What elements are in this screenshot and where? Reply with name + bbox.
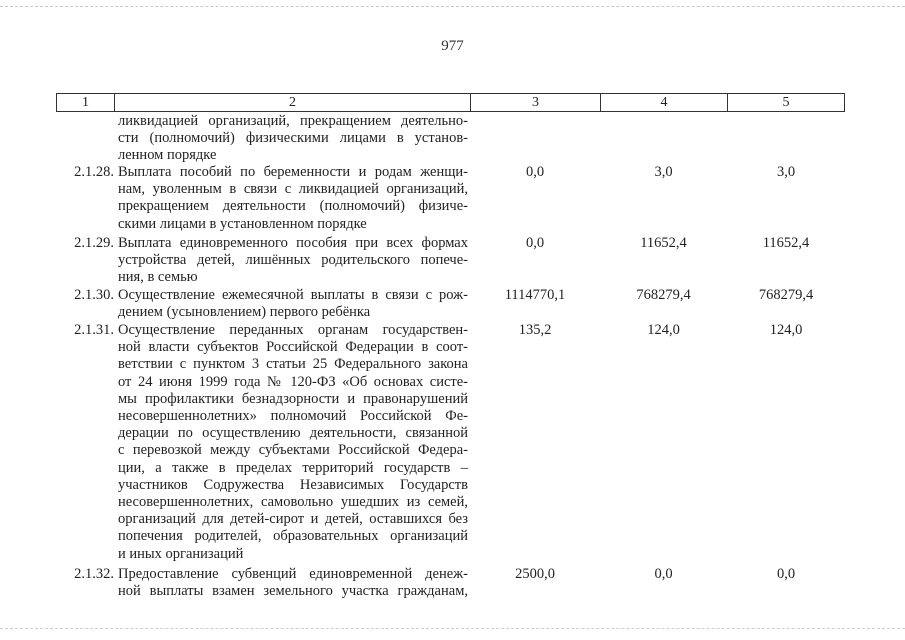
row-description (118, 113, 468, 165)
value-col4: 3,0 (654, 164, 673, 180)
description-line: прекращением деятельности (полномочий) физиче- (118, 198, 468, 215)
description-line: Выплата пособий по беременности и родам женщи- (118, 164, 468, 180)
scan-edge-top (0, 6, 905, 7)
column-header-2: 2 (115, 94, 471, 111)
description-line: Предоставление субвенций единовременной денеж- (118, 566, 468, 582)
value-col5: 11652,4 (762, 235, 810, 251)
column-header-5: 5 (782, 95, 790, 110)
row-number: 2.1.28. (74, 164, 114, 180)
description-line: ния, в семью (118, 269, 198, 286)
table-header-row (56, 93, 845, 112)
description-line: дерации по осуществлению деятельности, связанной (118, 425, 468, 442)
value-col4: 0,0 (654, 566, 673, 582)
value-col3: 2500,0 (515, 566, 555, 582)
row-description (118, 235, 468, 287)
description-line: и иных организаций (118, 545, 244, 562)
value-col3: 1114770,1 (504, 287, 566, 303)
row-number: 2.1.32. (74, 566, 114, 582)
description-line: дением (усыновлением) первого ребёнка (118, 304, 371, 321)
description-line: ной выплаты взамен земельного участка гражданам, (118, 583, 468, 600)
page-number: 977 (441, 38, 464, 54)
description-line: ленном порядке (118, 147, 217, 164)
row-description (118, 322, 468, 563)
column-header-1: 1 (57, 94, 115, 111)
description-line: участников Содружества Независимых Государств (118, 476, 468, 493)
description-line: с перевозкой между субъектами Российской Федера- (118, 442, 468, 459)
description-line: устройства детей, лишённых родительского попече- (118, 252, 468, 269)
description-line: нам, уволенным в связи с ликвидацией организаций, (118, 181, 468, 198)
description-line: от 24 июня 1999 года № 120-ФЗ «Об основах систе- (118, 373, 468, 390)
description-line: Выплата единовременного пособия при всех формах (118, 235, 468, 251)
value-col3: 0,0 (525, 164, 545, 180)
value-col4: 768279,4 (636, 287, 691, 303)
value-col5: 3,0 (776, 164, 796, 180)
value-col4: 11652,4 (640, 235, 687, 251)
column-header-3: 3 (471, 94, 601, 111)
row-number: 2.1.30. (74, 287, 114, 303)
scan-edge-bottom (0, 628, 905, 629)
row-description (118, 566, 468, 600)
row-number: 2.1.29. (74, 235, 114, 251)
value-col5: 768279,4 (758, 287, 814, 303)
description-line: Осуществление ежемесячной выплаты в связи с рож- (118, 287, 468, 303)
column-header-4: 4 (601, 94, 728, 111)
value-col3: 135,2 (518, 322, 552, 338)
description-line: скими лицами в установленном порядке (118, 215, 367, 232)
description-line: попечения родителей, образовательных организаций (118, 528, 468, 545)
description-line: ветствии с пунктом 3 статьи 25 Федерального закона (118, 356, 468, 373)
description-line: сти (полномочий) физическими лицами в установ- (118, 130, 468, 147)
description-line: несовершеннолетних» полномочий Российской Фе- (118, 408, 468, 425)
description-line: мы профилактики безнадзорности и правонарушений (118, 390, 468, 407)
value-col5: 0,0 (776, 566, 796, 582)
row-description (118, 164, 468, 233)
description-line: ции, а также в пределах территорий государств – (118, 459, 468, 476)
description-line: несовершеннолетних, самовольно ушедших из семей, (118, 494, 468, 511)
value-col3: 0,0 (525, 235, 545, 251)
row-number: 2.1.31. (74, 322, 114, 338)
value-col4: 124,0 (647, 322, 680, 338)
description-line: Осуществление переданных органам государствен- (118, 322, 468, 338)
description-line: ликвидацией организаций, прекращением деятельно- (118, 113, 468, 129)
row-description (118, 287, 468, 321)
value-col5: 124,0 (769, 322, 803, 338)
description-line: организаций для детей-сирот и детей, оставшихся без (118, 511, 468, 528)
description-line: ной власти субъектов Российской Федерации в соот- (118, 339, 468, 356)
